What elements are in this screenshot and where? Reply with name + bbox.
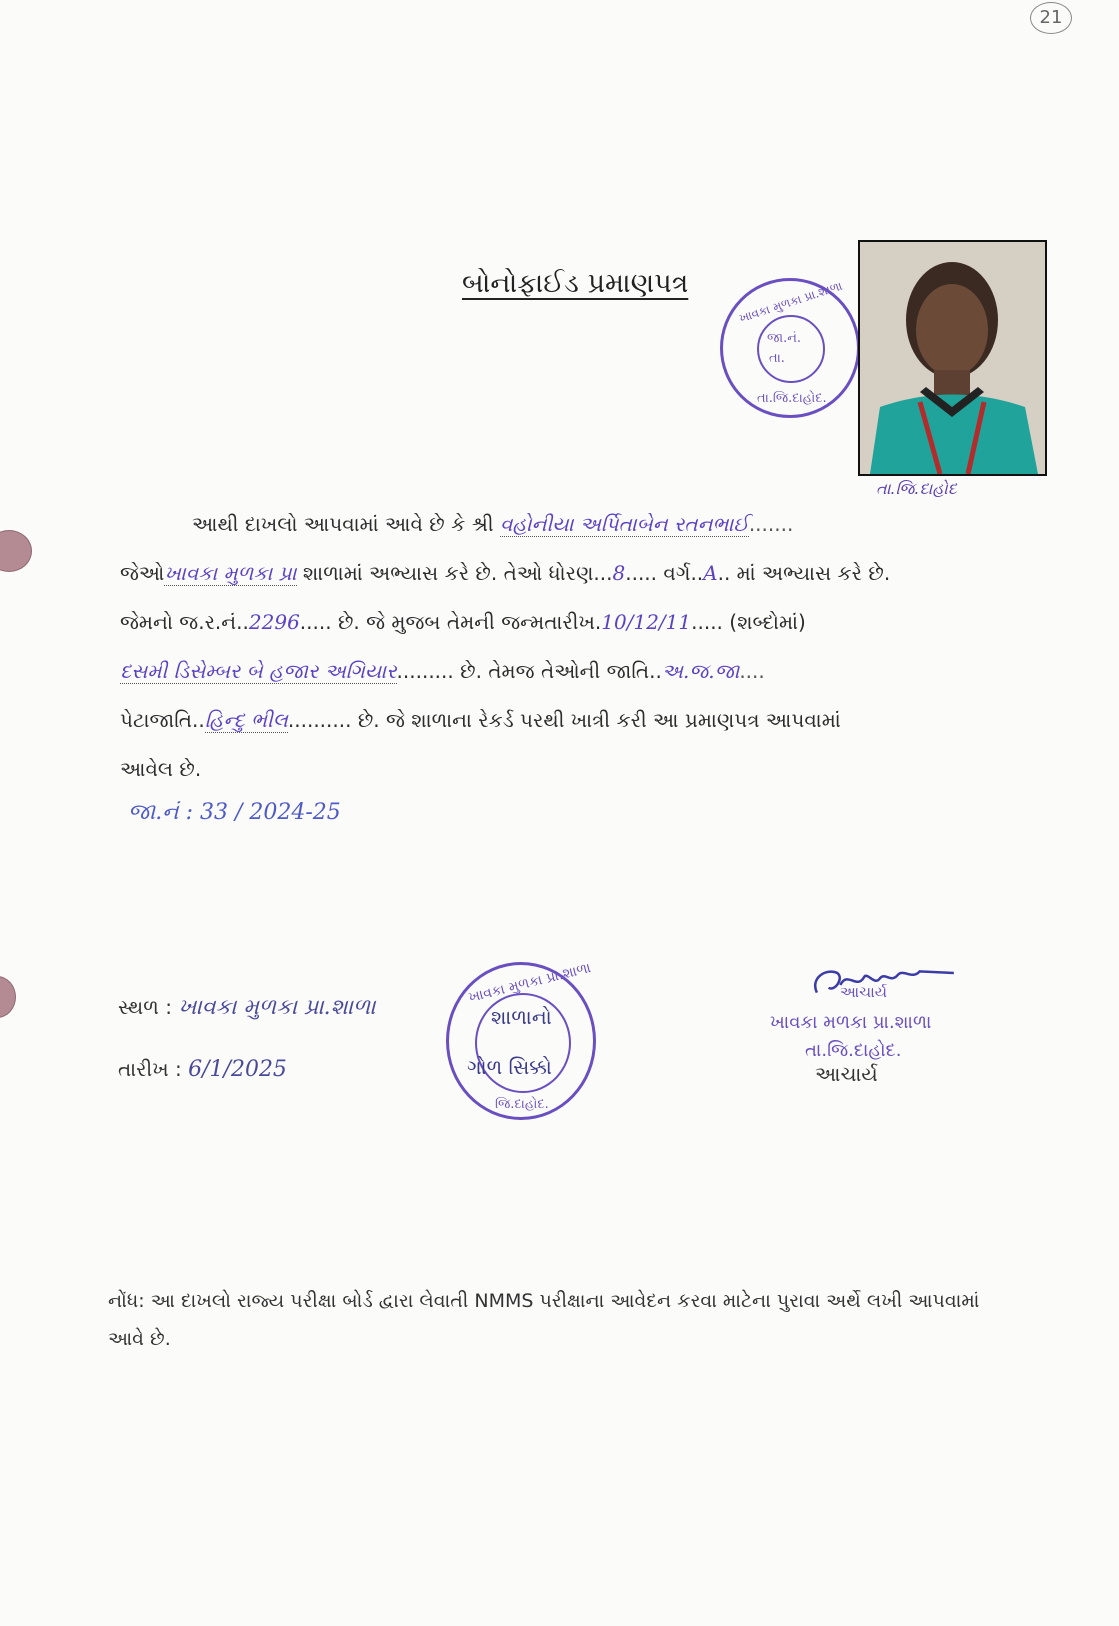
stamp-ring-top: ખાવકા મુળકા પ્રા.શાળા [737,278,844,326]
header-school-stamp [720,278,860,418]
stamp-ring-bottom: તા.જિ.દાહોદ. [757,391,827,406]
dob-in-words: દસમી ડિસેમ્બર બે હજાર અગિયાર [120,659,397,683]
punch-hole-bottom [0,976,16,1018]
school-seal-stamp [446,962,596,1120]
certificate-title: બોનોફાઈડ પ્રમાણપત્ર [462,268,689,299]
stamp-middle2: તા. [769,351,785,366]
student-photo [858,240,1047,476]
student-portrait-image [860,242,1045,474]
punch-hole-top [0,530,32,572]
body-line-6: આવેલ છે. [120,757,202,781]
photo-caption: તા.જિ.દાહોદ [876,479,957,498]
seal-line-1: શાળાનો [491,1005,552,1029]
body-line-2: જેઓખાવકા મુળકા પ્રા શાળામાં અભ્યાસ કરે છે. તેઓ ધોરણ...8..... વર્ગ..A.. માં અભ્યાસ કરે છે. [120,561,891,585]
body-line-1: આથી દાખલો આપવામાં આવે છે કે શ્રી વહોનીયા અર્પિતાબેન રતનભાઈ....... [192,512,794,536]
student-name: વહોનીયા અર્પિતાબેન રતનભાઈ [499,512,749,536]
body-line-5: પેટાજાતિ..હિન્દુ ભીલ.......... છે. જે શાળાના રેકર્ડ પરથી ખાત્રી કરી આ પ્રમાણપત્ર આપવામાં [120,708,841,732]
date-of-birth: 10/12/11 [601,610,692,634]
date-value: 6/1/2025 [188,1057,287,1082]
certificate-body [120,500,1070,794]
division-value: A [703,561,718,585]
seal-ring-top: ખાવકા મુળકા પ્રા.શાળા [466,960,593,1006]
body-line-3: જેમનો જ.ર.નં..2296..... છે. જે મુજબ તેમની જન્મતારીખ.10/12/11..... (શબ્દોમાં) [120,610,806,634]
place-label: સ્થળ : [118,995,172,1019]
signature-stamp-line-3: તા.જિ.દાહોદ. [805,1040,902,1061]
page-number: 21 [1030,2,1072,34]
footer-note: નોંધ: આ દાખલો રાજ્ય પરીક્ષા બોર્ડ દ્વારા લેવાતી NMMS પરીક્ષાના આવેદન કરવા માટેના પુરાવા અર્થે લખી આપવામાં આવે છે. [108,1290,980,1350]
date-row [118,1057,287,1082]
school-name: ખાવકા મુળકા પ્રા [164,561,297,585]
principal-label: આચાર્ય [815,1062,878,1086]
place-row [118,995,376,1020]
signature-stamp-line-2: ખાવકા મળકા પ્રા.શાળા [770,1012,932,1033]
date-label: તારીખ : [118,1057,182,1081]
outward-number: જા.નં : 33 / 2024-25 [128,800,341,825]
signature-stamp-line-1: આચાર્ય [840,983,888,1001]
seal-line-2: ગોળ સિક્કો [467,1055,552,1079]
body-line-4: દસમી ડિસેમ્બર બે હજાર અગિયાર......... છે. તેમજ તેઓની જાતિ..અ.જ.જા.... [120,659,765,683]
standard-value: 8 [612,561,626,585]
subcaste-value: હિન્દુ ભીલ [204,708,288,732]
stamp-middle: જા.નં. [767,331,802,346]
gr-number: 2296 [248,610,300,634]
seal-ring-bottom: જિ.દાહોદ. [495,1097,549,1112]
place-value: ખાવકા મુળકા પ્રા.શાળા [178,995,376,1020]
caste-value: અ.જ.જા [661,659,740,683]
